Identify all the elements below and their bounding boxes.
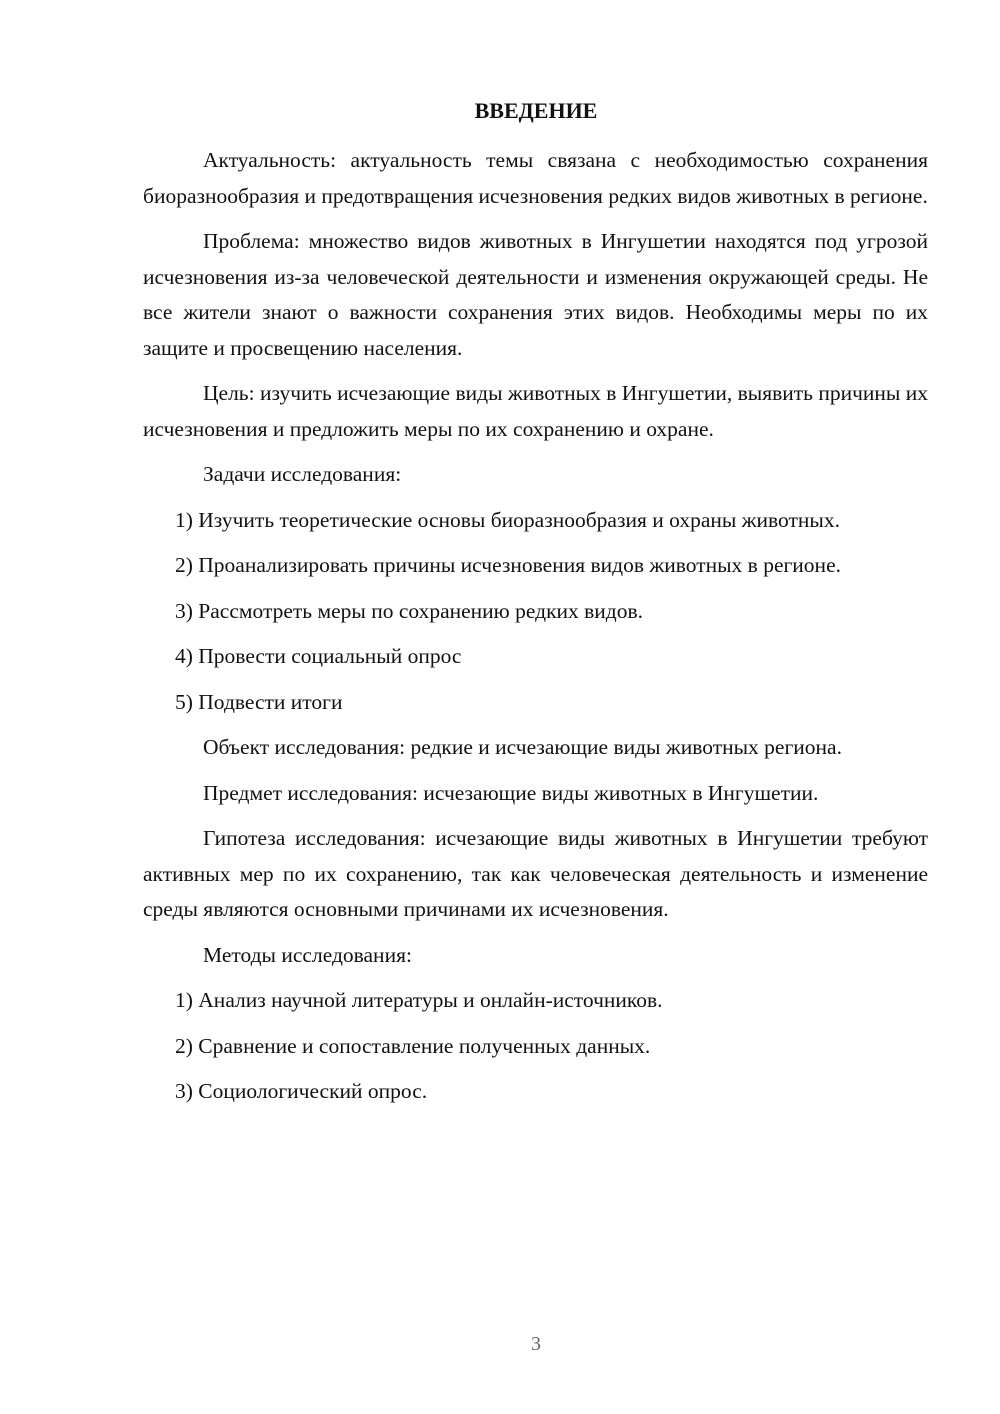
method-item-1: 1) Анализ научной литературы и онлайн-источников. — [175, 988, 663, 1012]
method-item-3: 3) Социологический опрос. — [175, 1079, 428, 1103]
paragraph-subject: Предмет исследования: исчезающие виды животных в Ингушетии. — [203, 780, 819, 805]
task-item-2: 2) Проанализировать причины исчезновения видов животных в регионе. — [175, 553, 841, 577]
paragraph-hypothesis: Гипотеза исследования: исчезающие виды животных в Ингушетии требуют активных мер по их сохранению, так как человеческая деятельность и изменение среды являются основными причинами их исчезновения. — [143, 826, 928, 921]
paragraph-relevance: Актуальность: актуальность темы связана с необходимостью сохранения биоразнообразия и предотвращения исчезновения редких видов животных в регионе. — [143, 148, 928, 208]
method-item-2: 2) Сравнение и сопоставление полученных данных. — [175, 1033, 651, 1058]
task-item-4: 4) Провести социальный опрос — [175, 644, 462, 668]
task-item-1: 1) Изучить теоретические основы биоразнообразия и охраны животных. — [175, 507, 840, 532]
paragraph-object: Объект исследования: редкие и исчезающие виды животных региона. — [203, 735, 842, 759]
paragraph-problem: Проблема: множество видов животных в Ингушетии находятся под угрозой исчезновения из-за человеческой деятельности и изменения окружающей среды. Не все жители знают о важности сохранения этих видов. Необходимы меры по их защите и просвещению населения. — [143, 229, 928, 360]
paragraph-goal: Цель: изучить исчезающие виды животных в Ингушетии, выявить причины их исчезновения и предложить меры по их сохранению и охране. — [143, 381, 928, 441]
paragraph-tasks-heading: Задачи исследования: — [203, 462, 402, 486]
body-text — [143, 143, 928, 1120]
task-item-5: 5) Подвести итоги — [175, 689, 343, 714]
paragraph-methods-heading: Методы исследования: — [203, 942, 412, 967]
section-heading: ВВЕДЕНИЕ — [474, 98, 598, 123]
task-item-3: 3) Рассмотреть меры по сохранению редких видов. — [175, 598, 644, 623]
page-number: 3 — [531, 1333, 541, 1355]
